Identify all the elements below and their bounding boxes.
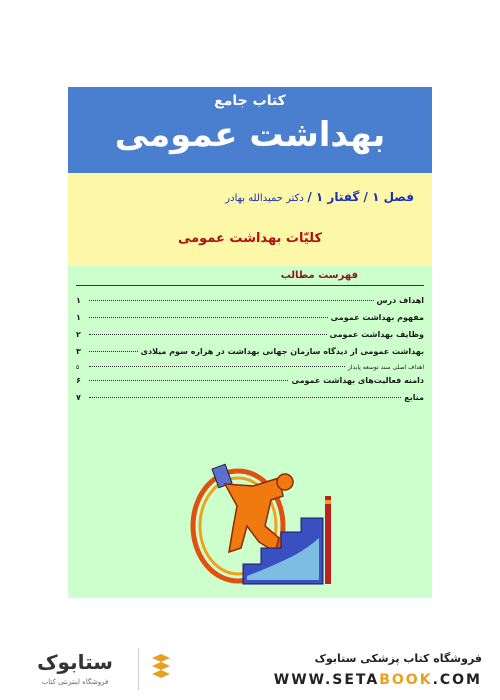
- toc-item[interactable]: [76, 347, 424, 364]
- chapter-info: [225, 190, 414, 204]
- store-logo-subtitle: فروشگاه اینترنتی کتاب: [41, 678, 109, 686]
- toc-leader-dots: [89, 366, 345, 367]
- toc-item-page: ۵: [76, 364, 80, 371]
- toc-leader-dots: [89, 317, 328, 318]
- stair-pillar-stripe: [325, 500, 331, 504]
- toc-subitem[interactable]: [76, 364, 424, 376]
- toc-item[interactable]: [76, 393, 424, 410]
- author-name: دکتر حمیدالله بهادر: [225, 193, 304, 204]
- store-logo-text: ستابوک: [37, 650, 113, 674]
- toc-item-page: ۷: [76, 393, 81, 402]
- toc-leader-dots: [89, 300, 374, 301]
- toc-item[interactable]: [76, 376, 424, 393]
- toc-item[interactable]: [76, 313, 424, 330]
- toc-item-title: وظایف بهداشت عمومی: [329, 330, 424, 339]
- climbing-figure-illustration: [183, 456, 333, 586]
- store-footer: [0, 640, 500, 700]
- store-url-part1: WWW.SETA: [273, 672, 380, 688]
- toc-item-page: ۱: [76, 313, 81, 322]
- toc-list: [76, 296, 424, 410]
- book-stack-icon: [150, 652, 172, 686]
- toc-divider: [76, 285, 424, 286]
- toc-heading: فهرست مطالب: [280, 270, 358, 281]
- toc-leader-dots: [89, 380, 288, 381]
- toc-item-title: منابع: [404, 393, 424, 402]
- toc-item-title: بهداشت عمومی از دیدگاه سازمان جهانی بهداشت در هزاره سوم میلادی: [140, 347, 424, 356]
- chapter-band: [68, 173, 432, 266]
- toc-item-page: ۲: [76, 330, 81, 339]
- section-title: کلیّات بهداشت عمومی: [177, 231, 323, 246]
- toc-item-page: ۳: [76, 347, 81, 356]
- chapter-label: فصل ۱ / گفتار ۱ /: [307, 190, 414, 204]
- toc-item-title: اهداف درس: [376, 296, 424, 305]
- toc-leader-dots: [89, 351, 138, 352]
- toc-item-page: ۶: [76, 376, 81, 385]
- toc-item-title: اهداف اصلی سند توسعه پایدار: [347, 364, 424, 371]
- stair-pillar: [325, 496, 331, 584]
- store-url[interactable]: [274, 672, 482, 688]
- book-title: بهداشت عمومی: [114, 115, 386, 155]
- store-url-part3: .COM: [432, 672, 482, 688]
- title-header-band: [68, 87, 432, 173]
- toc-leader-dots: [89, 397, 401, 398]
- figure-head: [277, 474, 293, 490]
- toc-item[interactable]: [76, 330, 424, 347]
- store-url-part2: BOOK: [379, 672, 433, 688]
- store-name: فروشگاه کتاب پزشکی ستابوک: [314, 652, 482, 665]
- toc-panel: [68, 266, 432, 598]
- toc-item[interactable]: [76, 296, 424, 313]
- footer-divider: [138, 648, 139, 690]
- book-label: کتاب جامع: [214, 93, 286, 109]
- toc-leader-dots: [89, 334, 327, 335]
- toc-item-page: ۱: [76, 296, 81, 305]
- toc-item-title: مفهوم بهداشت عمومی: [330, 313, 424, 322]
- toc-item-title: دامنه فعالیت‌های بهداشت عمومی: [291, 376, 424, 385]
